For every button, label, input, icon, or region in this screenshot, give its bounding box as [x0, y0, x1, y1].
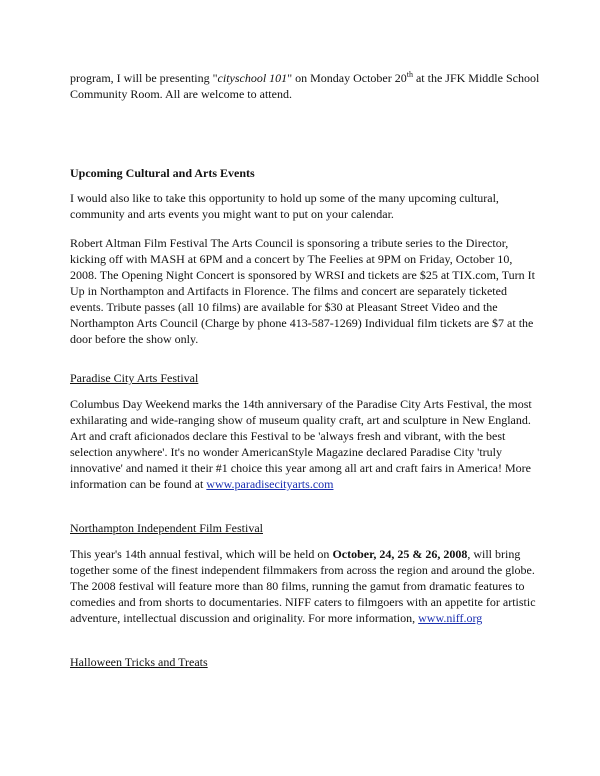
intro-text-part3: at the JFK Middle School Community Room. All are welcome to attend.	[70, 71, 540, 101]
program-name: cityschool 101	[217, 71, 288, 85]
niff-text-after: , will bring together some of the finest independent filmmakers from across the region and around the globe. The 2008 festival will feature more than 80 films, running the gamut from dramatic features to comedies and from shorts to documentaries. NIFF caters to filmgoers with an appetite for artistic adventure, intellectual discussion and originality. For more information,	[70, 547, 536, 625]
niff-text-before: This year's 14th annual festival, which will be held on	[70, 547, 333, 561]
paradise-festival-text: Columbus Day Weekend marks the 14th anniversary of the Paradise City Arts Festival, the most exhilarating and wide-ranging show of museum quality craft, art and sculpture in New England. Art and craft aficionados declare this Festival to be 'always fresh and vibrant, with the best selection anywhere'. It's no wonder AmericanStyle Magazine declared Paradise City 'truly innovative' and named it their #1 choice this year among all art and craft fairs in America! More information can be found at	[70, 397, 532, 491]
altman-festival-paragraph: Robert Altman Film Festival The Arts Council is sponsoring a tribute series to the Director, kicking off with MASH at 6PM and a concert by The Feelies at 9PM on Friday, October 10, 2008. The Opening Night Concert is sponsored by WRSI and tickets are $25 at TIX.com, Turn It Up in Northampton and Artifacts in Florence. The films and concert are separately ticketed events. Tribute passes (all 10 films) are available for $30 at Pleasant Street Video and the Northampton Arts Council (Charge by phone 413-587-1269) Individual film tickets are $7 at the door before the show only.	[70, 236, 535, 346]
paradise-festival-heading: Paradise City Arts Festival	[70, 371, 199, 385]
halloween-heading: Halloween Tricks and Treats	[70, 655, 208, 669]
niff-heading: Northampton Independent Film Festival	[70, 521, 263, 535]
paradise-festival-link[interactable]: www.paradisecityarts.com	[206, 477, 334, 491]
intro-text-part1: program, I will be presenting "	[70, 71, 218, 85]
niff-link[interactable]: www.niff.org	[418, 611, 483, 625]
section-heading: Upcoming Cultural and Arts Events	[70, 166, 255, 180]
niff-dates: October, 24, 25 & 26, 2008	[332, 547, 468, 561]
niff-paragraph	[70, 546, 540, 626]
date-ordinal-suffix: th	[406, 70, 413, 79]
section-intro-paragraph: I would also like to take this opportunity to hold up some of the many upcoming cultural, community and arts events you might want to put on your calendar.	[70, 191, 499, 221]
intro-text-part2: " on Monday October 20	[287, 71, 407, 85]
paradise-festival-paragraph	[70, 396, 540, 492]
intro-paragraph	[70, 70, 540, 102]
